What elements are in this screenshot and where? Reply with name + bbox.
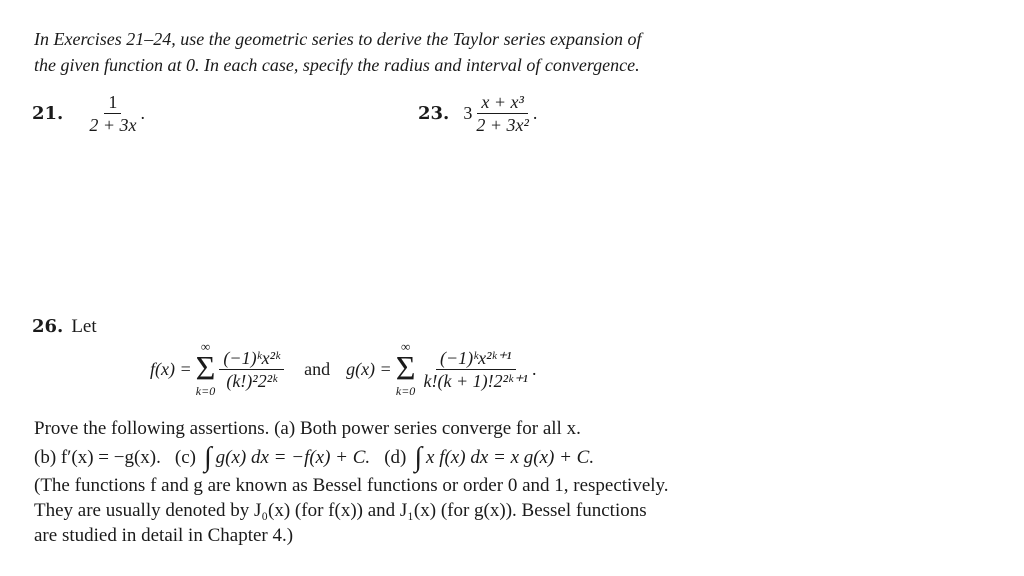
bessel-note-line-3: are studied in detail in Chapter 4.) <box>34 525 294 546</box>
g-denominator: k!(k + 1)!2²ᵏ⁺¹ <box>423 370 528 391</box>
exercise-number: 26. <box>32 316 64 337</box>
exercise-26-header <box>32 314 97 339</box>
sum-symbol <box>396 340 416 398</box>
part-b: (b) f′(x) = −g(x). <box>34 446 161 468</box>
sum-lower-limit: k=0 <box>195 384 216 398</box>
sum-upper-limit: ∞ <box>400 339 411 354</box>
part-d-expression: x f(x) dx = x g(x) + C. <box>426 446 595 468</box>
part-c-label: (c) <box>174 446 196 468</box>
exercise-number: 21. <box>32 102 64 124</box>
integral-icon: ∫ <box>414 441 423 473</box>
exercise-21 <box>32 88 145 138</box>
numerator: 1 <box>104 93 121 114</box>
exercise-26-body <box>34 416 824 548</box>
denominator: 2 + 3x² <box>476 114 529 135</box>
coefficient: 3 <box>463 102 473 123</box>
fraction <box>85 93 140 134</box>
sigma-icon: Σ <box>195 350 216 387</box>
g-numerator: (−1)ᵏx²ᵏ⁺¹ <box>436 349 516 370</box>
period: . <box>532 102 538 123</box>
sum-lower-limit: k=0 <box>395 384 416 398</box>
part-c-expression: g(x) dx = −f(x) + C. <box>215 446 371 468</box>
f-fraction <box>219 349 284 390</box>
sum-upper-limit: ∞ <box>200 339 211 354</box>
sum-symbol <box>196 340 216 398</box>
f-denominator: (k!)²2²ᵏ <box>226 370 278 391</box>
numerator: x + x³ <box>477 93 528 114</box>
sigma-icon: Σ <box>395 350 416 387</box>
f-numerator: (−1)ᵏx²ᵏ <box>219 349 284 370</box>
fraction <box>472 93 533 134</box>
intro-line-1: In Exercises 21–24, use the geometric series to derive the Taylor series expansion of <box>34 29 642 49</box>
and-word: and <box>304 358 331 379</box>
prove-line: Prove the following assertions. (a) Both power series converge for all x. <box>34 418 581 439</box>
exercise-intro <box>34 26 824 78</box>
period: . <box>531 358 537 379</box>
denominator: 2 + 3x <box>89 114 137 135</box>
period: . <box>140 102 145 123</box>
bessel-note-line-2: They are usually denoted by J₀(x) (for f(x)) and J₁(x) (for g(x)). Bessel functions <box>34 500 647 521</box>
part-d-label: (d) <box>384 446 407 468</box>
let-word: Let <box>71 316 97 337</box>
bessel-note-line-1: (The functions f and g are known as Bessel functions or order 0 and 1, respectively. <box>34 475 669 496</box>
g-fraction <box>420 349 532 390</box>
exercise-number: 23. <box>418 102 450 124</box>
function-definitions <box>150 336 536 402</box>
g-lhs: g(x) = <box>346 358 392 379</box>
f-lhs: f(x) = <box>150 358 192 379</box>
integral-icon: ∫ <box>203 441 212 473</box>
exercise-23 <box>418 88 537 138</box>
assertion-parts <box>34 441 824 473</box>
intro-line-2: the given function at 0. In each case, specify the radius and interval of convergence. <box>34 55 640 75</box>
